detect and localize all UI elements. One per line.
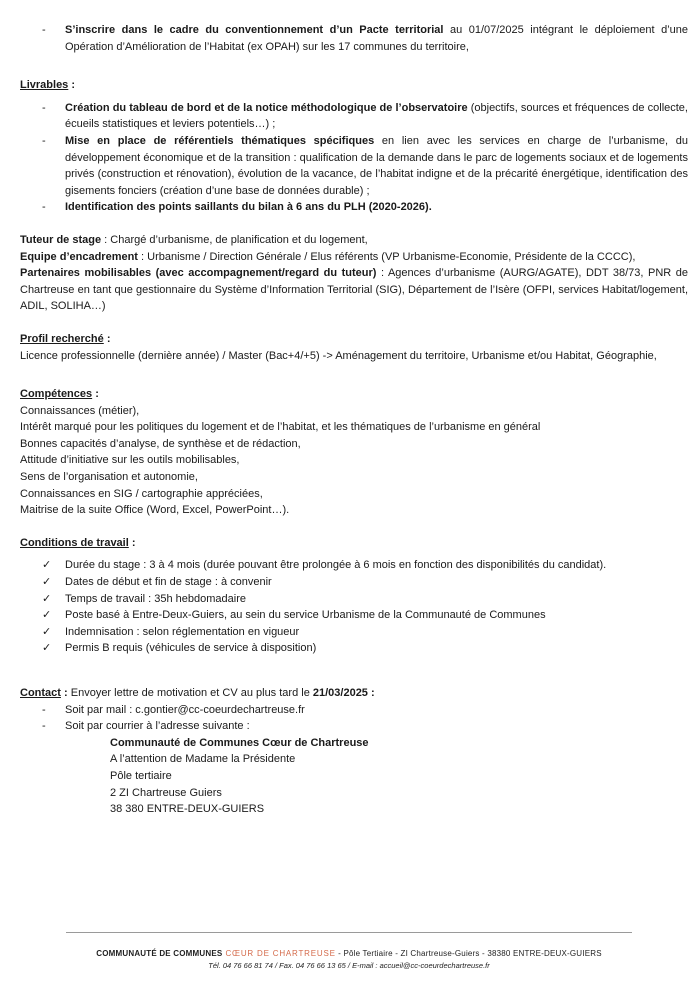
conditions-heading: Conditions de travail xyxy=(20,536,129,549)
check-icon: ✓ xyxy=(42,608,52,622)
condition-text: Durée du stage : 3 à 4 mois (durée pouvant être prolongée à 6 mois en fonction des disponibilités du candidat). xyxy=(65,559,607,572)
check-icon: ✓ xyxy=(42,641,52,655)
tuteur-text: : Chargé d’urbanisme, de planification et du logement, xyxy=(101,233,368,246)
contact-colon: : xyxy=(60,687,68,699)
conditions-list xyxy=(20,557,688,657)
check-icon: ✓ xyxy=(42,591,52,605)
condition-item xyxy=(20,591,688,608)
address-line: 38 380 ENTRE-DEUX-GUIERS xyxy=(110,803,265,816)
dash-bullet: - xyxy=(42,134,46,147)
dash-bullet: - xyxy=(42,24,46,36)
check-icon: ✓ xyxy=(42,575,52,589)
condition-text: Poste basé à Entre-Deux-Guiers, au sein du service Urbanisme de la Communauté de Communes xyxy=(65,609,546,622)
condition-item xyxy=(20,557,688,574)
contact-post-text: Soit par courrier à l’adresse suivante : xyxy=(65,720,250,733)
address-line: Pôle tertiaire xyxy=(110,769,172,782)
address-line: A l’attention de Madame la Présidente xyxy=(110,753,296,766)
address-org: Communauté de Communes Cœur de Chartreuse xyxy=(110,736,369,749)
livrable-item-3 xyxy=(20,199,688,216)
profil-heading: Profil recherché xyxy=(20,332,104,345)
conditions-heading-line xyxy=(20,535,688,552)
footer-address-line xyxy=(66,948,632,960)
check-icon: ✓ xyxy=(42,624,52,638)
condition-text: Temps de travail : 35h hebdomadaire xyxy=(65,592,246,605)
contact-heading: Contact xyxy=(20,687,61,699)
competence-item: Bonnes capacités d’analyse, de synthèse et de rédaction, xyxy=(20,437,301,450)
contact-mail-item xyxy=(20,702,688,719)
equipe-text: : Urbanisme / Direction Générale / Elus référents (VP Urbanisme-Economie, Présidente de la CCCC), xyxy=(137,250,636,263)
livrables-heading-line xyxy=(20,77,688,94)
competence-item: Connaissances en SIG / cartographie appréciées, xyxy=(20,487,263,500)
intro-item-bold: S’inscrire dans le cadre du conventionnement d’un Pacte territorial xyxy=(65,24,444,36)
competences-heading: Compétences xyxy=(20,388,93,401)
tuteur-label: Tuteur de stage xyxy=(20,233,102,246)
document-body xyxy=(20,22,688,818)
condition-item xyxy=(20,607,688,624)
profil-colon: : xyxy=(103,332,111,345)
profil-heading-line xyxy=(20,331,688,348)
dash-bullet: - xyxy=(42,720,46,733)
competence-item: Attitude d’initiative sur les outils mobilisables, xyxy=(20,454,240,467)
footer-address: - Pôle Tertiaire - ZI Chartreuse-Guiers - 38380 ENTRE-DEUX-GUIERS xyxy=(335,949,602,958)
partenaires-label: Partenaires mobilisables (avec accompagnement/regard du tuteur) xyxy=(20,267,377,280)
partenaires-text: : Agences d’urbanisme (AURG/AGATE), DDT 38/73, PNR de Chartreuse en tant que gestionnaire du Système d’Information Territorial (SIG), Département de l’Isère (OFPI, services Habitat/logement, ADIL, SOLIHA…) xyxy=(20,267,688,313)
footer-brand: CŒUR DE CHARTREUSE xyxy=(222,949,336,958)
footer-org: COMMUNAUTÉ DE COMMUNES xyxy=(96,949,223,958)
address-line: 2 ZI Chartreuse Guiers xyxy=(110,786,222,799)
equipe-line xyxy=(20,249,688,266)
page-footer xyxy=(66,932,632,972)
livrables-colon: : xyxy=(68,79,76,92)
contact-post-item xyxy=(20,718,688,735)
contact-line xyxy=(20,685,688,702)
livrable-item-bold: Mise en place de référentiels thématiques spécifiques xyxy=(65,134,375,147)
livrable-item-bold: Identification des points saillants du bilan à 6 ans du PLH (2020-2026). xyxy=(65,201,432,214)
postal-address xyxy=(20,735,688,818)
condition-item xyxy=(20,574,688,591)
competence-item: Maitrise de la suite Office (Word, Excel, PowerPoint…). xyxy=(20,504,290,517)
condition-text: Permis B requis (véhicules de service à disposition) xyxy=(65,642,317,655)
intro-item xyxy=(20,22,688,55)
condition-text: Indemnisation : selon réglementation en vigueur xyxy=(65,625,300,638)
livrable-item-bold: Création du tableau de bord et de la notice méthodologique de l’observatoire xyxy=(65,101,468,114)
condition-item xyxy=(20,624,688,641)
contact-deadline: 21/03/2025 : xyxy=(312,687,375,699)
livrable-item-1 xyxy=(20,100,688,133)
competence-item: Sens de l’organisation et autonomie, xyxy=(20,471,198,484)
footer-contact-line: Tél. 04 76 66 81 74 / Fax. 04 76 66 13 65 / E-mail : accueil@cc-coeurdechartreuse.fr xyxy=(208,961,490,970)
competence-item: Intérêt marqué pour les politiques du logement et de l’habitat, et les thématiques de l’urbanisme en général xyxy=(20,421,541,434)
intro-item-text: au 01/07/2025 intégrant le déploiement d’une Opération d’Amélioration de l’Habitat (ex OPAH) sur les 17 communes du territoire, xyxy=(65,24,689,53)
livrable-item-text: (objectifs, sources et fréquences de collecte, écueils statistiques et leviers potentiels…) ; xyxy=(65,101,688,131)
check-icon: ✓ xyxy=(42,558,52,572)
conditions-colon: : xyxy=(128,536,136,549)
livrable-item-text: en lien avec les services en charge de l’urbanisme, du développement économique et de la transition : qualification de la demande dans le parc de logements sociaux et de logements privés (construction et rénovation), évolution de la vacance, de l’habitat indigne et de la précarité énergétique, identification des gisements fonciers (création d’une base de données durable) ; xyxy=(65,134,688,197)
livrable-item-2 xyxy=(20,133,688,199)
dash-bullet: - xyxy=(42,101,46,114)
competences-heading-line xyxy=(20,386,688,403)
dash-bullet: - xyxy=(42,703,46,716)
partenaires-line xyxy=(20,265,688,315)
livrables-heading: Livrables xyxy=(20,79,69,92)
profil-text: Licence professionnelle (dernière année) / Master (Bac+4/+5) -> Aménagement du territoire, Urbanisme et/ou Habitat, Géographie, xyxy=(20,349,657,362)
dash-bullet: - xyxy=(42,201,46,214)
tuteur-line xyxy=(20,232,688,249)
condition-item xyxy=(20,640,688,657)
competences-colon: : xyxy=(92,388,99,401)
competence-item: Connaissances (métier), xyxy=(20,404,140,417)
condition-text: Dates de début et fin de stage : à convenir xyxy=(65,576,272,589)
equipe-label: Equipe d’encadrement xyxy=(20,250,138,263)
contact-text: Envoyer lettre de motivation et CV au plus tard le xyxy=(67,687,313,699)
contact-mail-text: Soit par mail : c.gontier@cc-coeurdechartreuse.fr xyxy=(65,703,305,716)
